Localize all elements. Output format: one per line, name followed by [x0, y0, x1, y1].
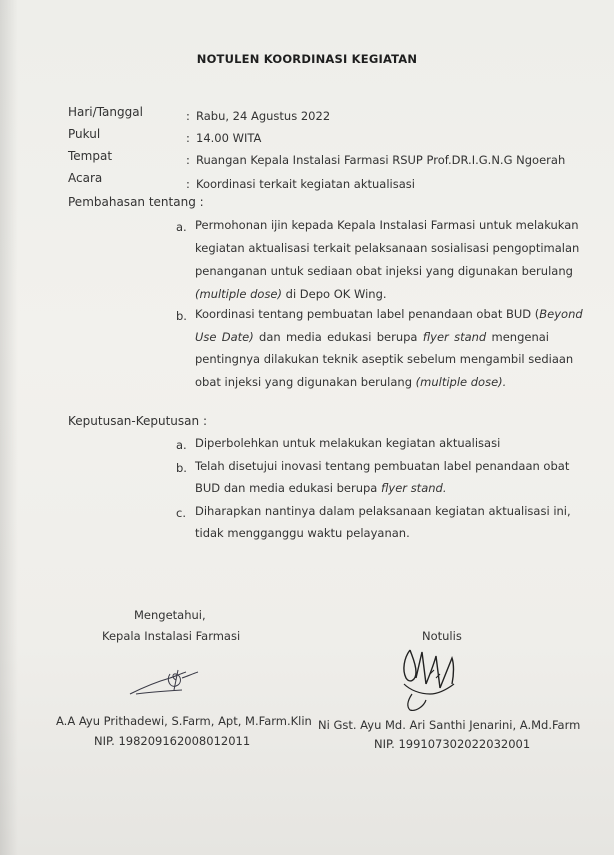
left-signatory-nip: NIP. 198209162008012011	[94, 734, 251, 748]
left-signature	[126, 664, 206, 704]
pembahasan-a-line-2: kegiatan aktualisasi terkait pelaksanaan sosialisasi pengoptimalan	[195, 241, 580, 255]
hari-tanggal-value: Rabu, 24 Agustus 2022	[196, 109, 331, 123]
kepala-instalasi-label: Kepala Instalasi Farmasi	[102, 629, 241, 643]
colon: :	[186, 153, 190, 167]
pembahasan-b-line-1	[195, 307, 583, 321]
keputusan-c-line-2: tidak mengganggu waktu pelayanan.	[195, 526, 410, 540]
pembahasan-b-line-2	[195, 330, 549, 344]
text-fragment: mengenai	[486, 330, 549, 344]
keputusan-c-letter: c.	[176, 506, 186, 520]
hari-tanggal-label: Hari/Tanggal	[68, 105, 143, 119]
pembahasan-a-line-1: Permohonan ijin kepada Kepala Instalasi Farmasi untuk melakukan	[195, 218, 579, 232]
left-signatory-name: A.A Ayu Prithadewi, S.Farm, Apt, M.Farm.Klin	[56, 714, 312, 728]
italic-term: (multiple dose).	[415, 375, 507, 389]
right-signatory-nip: NIP. 199107302022032001	[374, 737, 531, 751]
keputusan-c-line-1: Diharapkan nantinya dalam pelaksanaan kegiatan aktualisasi ini,	[195, 504, 571, 518]
page-shadow	[0, 0, 18, 855]
right-signature	[396, 644, 466, 716]
keputusan-b-line-2	[195, 481, 549, 495]
pembahasan-b-line-4	[195, 375, 549, 389]
italic-term: Use Date)	[195, 330, 254, 344]
pembahasan-a-line-3: penanganan untuk sediaan obat injeksi yang digunakan berulang	[195, 264, 573, 278]
pukul-label: Pukul	[68, 127, 101, 141]
tempat-label: Tempat	[68, 149, 113, 163]
keputusan-b-letter: b.	[176, 461, 187, 475]
keputusan-label: Keputusan-Keputusan :	[68, 414, 207, 428]
text-fragment: di Depo OK Wing.	[282, 287, 387, 301]
italic-term: (multiple dose)	[195, 287, 282, 301]
italic-term: flyer stand	[422, 330, 487, 344]
keputusan-a-line-1: Diperbolehkan untuk melakukan kegiatan aktualisasi	[195, 436, 501, 450]
keputusan-a-letter: a.	[176, 438, 187, 452]
pembahasan-a-letter: a.	[176, 220, 187, 234]
pukul-value: 14.00 WITA	[196, 131, 262, 145]
colon: :	[186, 109, 190, 123]
pembahasan-a-line-4	[195, 287, 549, 301]
italic-term: flyer stand.	[381, 481, 447, 495]
document-title: NOTULEN KOORDINASI KEGIATAN	[196, 52, 418, 66]
pembahasan-b-line-3: pentingnya dilakukan teknik aseptik sebelum mengambil sediaan	[195, 352, 574, 366]
pembahasan-label: Pembahasan tentang :	[68, 195, 204, 209]
notulis-label: Notulis	[422, 629, 462, 643]
italic-term: Beyond	[539, 307, 583, 321]
mengetahui-label: Mengetahui,	[134, 608, 206, 622]
keputusan-b-line-1: Telah disetujui inovasi tentang pembuatan label penandaan obat	[195, 459, 570, 473]
text-fragment: obat injeksi yang digunakan berulang	[195, 375, 416, 389]
text-fragment: BUD dan media edukasi berupa	[195, 481, 381, 495]
text-fragment: Koordinasi tentang pembuatan label penandaan obat BUD (	[195, 307, 540, 321]
acara-value: Koordinasi terkait kegiatan aktualisasi	[196, 177, 415, 191]
colon: :	[186, 131, 190, 145]
acara-label: Acara	[68, 171, 103, 185]
text-fragment: dan media edukasi berupa	[253, 330, 423, 344]
tempat-value: Ruangan Kepala Instalasi Farmasi RSUP Prof.DR.I.G.N.G Ngoerah	[196, 153, 566, 167]
right-signatory-name: Ni Gst. Ayu Md. Ari Santhi Jenarini, A.Md.Farm	[318, 718, 581, 732]
colon: :	[186, 177, 190, 191]
pembahasan-b-letter: b.	[176, 309, 187, 323]
